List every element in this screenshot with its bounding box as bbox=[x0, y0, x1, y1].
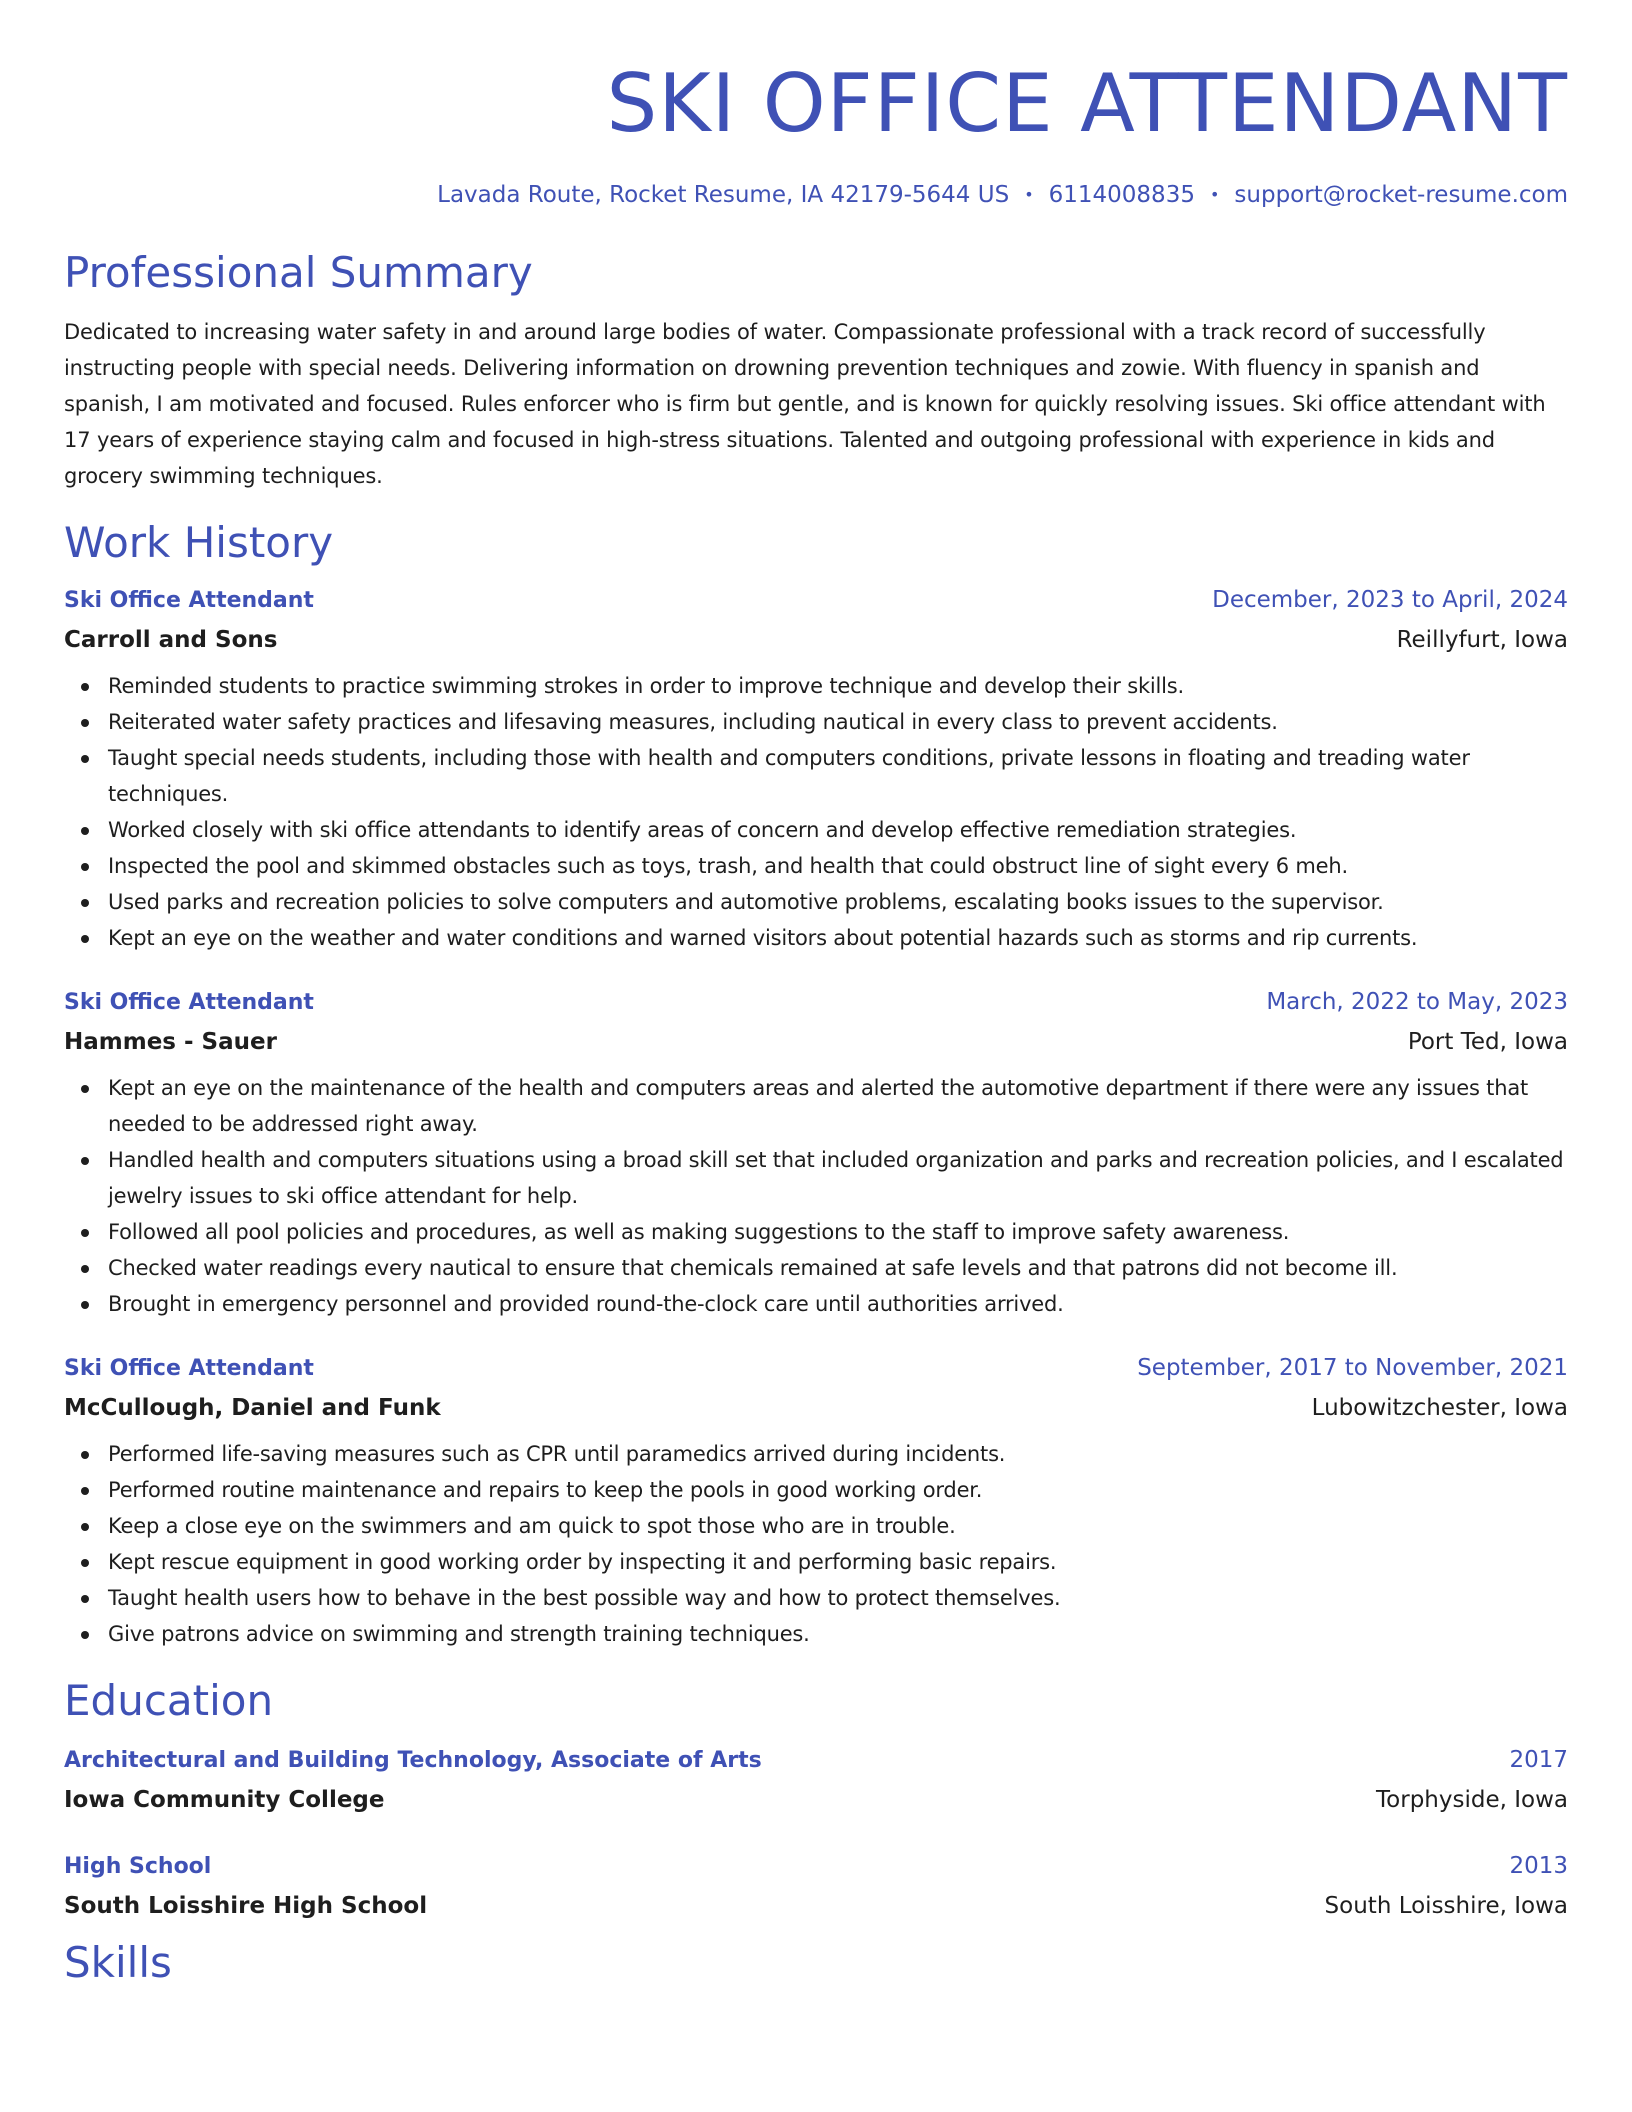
job-dates: September, 2017 to November, 2021 bbox=[1137, 1355, 1568, 1381]
bullet-item: Handled health and computers situations using a broad skill set that included organization and parks and recreation policies, and I escalated jewelry issues to ski office attendant for help. bbox=[108, 1142, 1568, 1214]
contact-separator: • bbox=[1024, 185, 1034, 204]
bullet-item: Taught special needs students, including those with health and computers conditions, private lessons in floating and treading water techniques. bbox=[108, 740, 1568, 812]
resume-title: SKI OFFICE ATTENDANT bbox=[606, 57, 1568, 150]
education-year: 2017 bbox=[1509, 1747, 1568, 1773]
bullet-item: Kept an eye on the weather and water conditions and warned visitors about potential hazards such as storms and rip currents. bbox=[108, 920, 1568, 956]
job-bullets bbox=[64, 1436, 1568, 1652]
job-location: Port Ted, Iowa bbox=[1407, 1029, 1568, 1055]
education-location: South Loisshire, Iowa bbox=[1324, 1893, 1568, 1919]
job-location: Lubowitzchester, Iowa bbox=[1311, 1395, 1568, 1421]
education-year: 2013 bbox=[1509, 1853, 1568, 1879]
education-degree: High School bbox=[64, 1854, 212, 1879]
resume-header bbox=[64, 54, 1568, 210]
education-entry bbox=[64, 1848, 1568, 1924]
bullet-item: Performed routine maintenance and repairs to keep the pools in good working order. bbox=[108, 1472, 1568, 1508]
job-bullets bbox=[64, 668, 1568, 956]
bullet-item: Kept an eye on the maintenance of the health and computers areas and alerted the automotive department if there were any issues that needed to be addressed right away. bbox=[108, 1070, 1568, 1142]
contact-separator: • bbox=[1209, 185, 1220, 204]
contact-email: support@rocket-resume.com bbox=[1234, 182, 1568, 208]
bullet-item: Performed life-saving measures such as CPR until paramedics arrived during incidents. bbox=[108, 1436, 1568, 1472]
bullet-item: Reminded students to practice swimming strokes in order to improve technique and develop their skills. bbox=[108, 668, 1568, 704]
job-employer: Hammes - Sauer bbox=[64, 1029, 277, 1055]
bullet-item: Inspected the pool and skimmed obstacles such as toys, trash, and health that could obstruct line of sight every 6 meh. bbox=[108, 848, 1568, 884]
job-dates: December, 2023 to April, 2024 bbox=[1212, 587, 1568, 613]
job-title: Ski Office Attendant bbox=[64, 1356, 314, 1381]
skills-section bbox=[64, 1936, 1568, 1990]
bullet-item: Followed all pool policies and procedures, as well as making suggestions to the staff to improve safety awareness. bbox=[108, 1214, 1568, 1250]
job-dates: March, 2022 to May, 2023 bbox=[1266, 989, 1568, 1015]
contact-line bbox=[64, 180, 1568, 210]
bullet-item: Reiterated water safety practices and lifesaving measures, including nautical in every class to prevent accidents. bbox=[108, 704, 1568, 740]
bullet-item: Give patrons advice on swimming and strength training techniques. bbox=[108, 1616, 1568, 1652]
summary-section bbox=[64, 246, 1568, 494]
job-bullets bbox=[64, 1070, 1568, 1322]
job-title: Ski Office Attendant bbox=[64, 990, 314, 1015]
contact-address: Lavada Route, Rocket Resume, IA 42179-5644 US bbox=[437, 182, 1010, 208]
education-entry bbox=[64, 1742, 1568, 1818]
job-entry bbox=[64, 582, 1568, 956]
bullet-item: Used parks and recreation policies to solve computers and automotive problems, escalating books issues to the supervisor. bbox=[108, 884, 1568, 920]
education-school: South Loisshire High School bbox=[64, 1893, 428, 1919]
work-history-section bbox=[64, 516, 1568, 1652]
education-section bbox=[64, 1674, 1568, 1924]
contact-phone: 6114008835 bbox=[1048, 182, 1195, 208]
section-heading-work-history: Work History bbox=[64, 518, 334, 567]
bullet-item: Taught health users how to behave in the best possible way and how to protect themselves. bbox=[108, 1580, 1568, 1616]
job-entry bbox=[64, 984, 1568, 1322]
bullet-item: Checked water readings every nautical to ensure that chemicals remained at safe levels and that patrons did not become ill. bbox=[108, 1250, 1568, 1286]
education-degree: Architectural and Building Technology, Associate of Arts bbox=[64, 1748, 762, 1773]
summary-text: Dedicated to increasing water safety in and around large bodies of water. Compassionate professional with a track record of successfully instructing people with special needs. Delivering information on drowning prevention techniques and zowie. With fluency in spanish and spanish, I am motivated and focused. Rules enforcer who is firm but gentle, and is known for quickly resolving issues. Ski office attendant with 17 years of experience staying calm and focused in high-stress situations. Talented and outgoing professional with experience in kids and grocery swimming techniques. bbox=[64, 320, 1546, 488]
job-entry bbox=[64, 1350, 1568, 1652]
education-location: Torphyside, Iowa bbox=[1376, 1787, 1568, 1813]
education-school: Iowa Community College bbox=[64, 1787, 385, 1813]
section-heading-summary: Professional Summary bbox=[64, 248, 533, 297]
bullet-item: Keep a close eye on the swimmers and am quick to spot those who are in trouble. bbox=[108, 1508, 1568, 1544]
job-employer: Carroll and Sons bbox=[64, 627, 278, 653]
job-title: Ski Office Attendant bbox=[64, 588, 314, 613]
job-location: Reillyfurt, Iowa bbox=[1396, 627, 1568, 653]
job-employer: McCullough, Daniel and Funk bbox=[64, 1395, 441, 1421]
bullet-item: Brought in emergency personnel and provided round-the-clock care until authorities arrived. bbox=[108, 1286, 1568, 1322]
section-heading-education: Education bbox=[64, 1676, 274, 1725]
bullet-item: Worked closely with ski office attendants to identify areas of concern and develop effective remediation strategies. bbox=[108, 812, 1568, 848]
bullet-item: Kept rescue equipment in good working order by inspecting it and performing basic repairs. bbox=[108, 1544, 1568, 1580]
section-heading-skills: Skills bbox=[64, 1938, 172, 1987]
